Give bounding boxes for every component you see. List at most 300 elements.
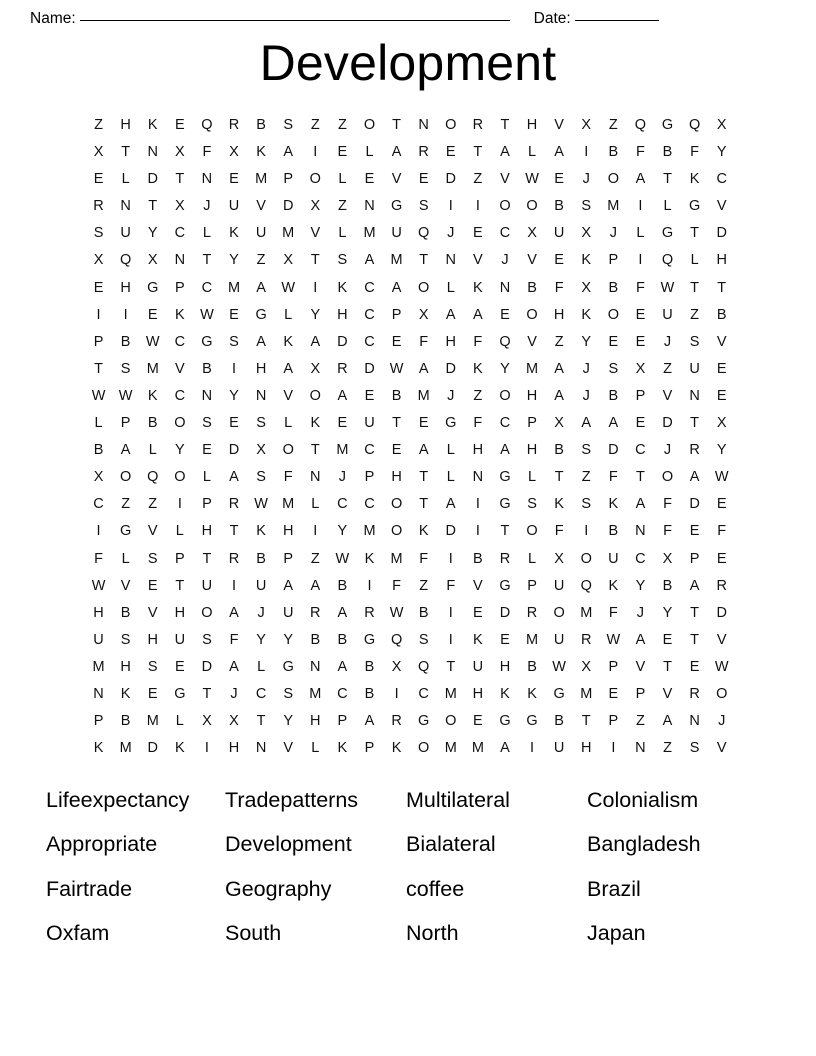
grid-cell[interactable]: E xyxy=(147,577,158,594)
grid-cell[interactable]: M xyxy=(146,360,159,377)
grid-cell[interactable]: I xyxy=(367,577,372,594)
grid-cell[interactable]: Y xyxy=(500,360,510,377)
grid-cell[interactable]: M xyxy=(92,658,105,675)
grid-cell[interactable]: T xyxy=(690,279,700,296)
grid-cell[interactable]: P xyxy=(635,387,646,404)
grid-cell[interactable]: B xyxy=(337,577,348,594)
grid-cell[interactable]: L xyxy=(121,171,130,188)
grid-cell[interactable]: F xyxy=(663,523,672,540)
grid-cell[interactable]: O xyxy=(120,469,132,486)
grid-cell[interactable]: X xyxy=(581,225,592,242)
grid-cell[interactable]: N xyxy=(174,252,186,269)
grid-cell[interactable]: O xyxy=(553,604,565,621)
grid-cell[interactable]: G xyxy=(661,225,674,242)
grid-cell[interactable]: C xyxy=(364,442,375,459)
grid-cell[interactable]: Q xyxy=(120,252,132,269)
grid-cell[interactable]: H xyxy=(391,469,402,486)
grid-cell[interactable]: M xyxy=(255,171,268,188)
grid-cell[interactable]: U xyxy=(255,225,267,242)
word-list-item[interactable]: Tradepatterns xyxy=(225,787,359,812)
grid-cell[interactable]: E xyxy=(635,306,646,323)
grid-cell[interactable]: M xyxy=(444,740,457,757)
grid-cell[interactable]: F xyxy=(608,604,618,621)
grid-cell[interactable]: P xyxy=(635,685,646,702)
grid-cell[interactable]: L xyxy=(202,469,211,486)
grid-cell[interactable]: W xyxy=(389,360,404,377)
grid-cell[interactable]: E xyxy=(554,252,564,269)
grid-cell[interactable]: G xyxy=(688,198,701,215)
grid-cell[interactable]: O xyxy=(607,171,619,188)
grid-cell[interactable]: Z xyxy=(121,496,131,513)
grid-cell[interactable]: G xyxy=(499,713,511,730)
grid-cell[interactable]: Y xyxy=(310,306,321,323)
grid-cell[interactable]: G xyxy=(499,496,511,513)
grid-cell[interactable]: B xyxy=(608,144,619,161)
grid-cell[interactable]: Q xyxy=(418,658,430,675)
grid-cell[interactable]: B xyxy=(120,604,131,621)
grid-cell[interactable]: E xyxy=(500,631,510,648)
grid-cell[interactable]: U xyxy=(93,631,104,648)
grid-cell[interactable]: N xyxy=(120,198,131,215)
grid-cell[interactable]: F xyxy=(554,279,564,296)
grid-cell[interactable]: M xyxy=(227,279,241,296)
grid-cell[interactable]: T xyxy=(175,577,185,594)
grid-cell[interactable]: G xyxy=(445,415,457,432)
grid-cell[interactable]: I xyxy=(638,252,643,269)
grid-cell[interactable]: B xyxy=(608,279,619,296)
grid-cell[interactable]: K xyxy=(500,685,510,702)
grid-cell[interactable]: T xyxy=(690,225,700,242)
grid-cell[interactable]: H xyxy=(201,523,213,540)
grid-cell[interactable]: O xyxy=(445,117,457,133)
grid-cell[interactable]: E xyxy=(716,360,727,377)
grid-cell[interactable]: T xyxy=(500,523,510,540)
grid-cell[interactable]: S xyxy=(689,740,700,757)
grid-cell[interactable]: L xyxy=(284,415,293,432)
grid-cell[interactable]: E xyxy=(174,117,185,133)
grid-cell[interactable]: H xyxy=(174,604,186,621)
grid-cell[interactable]: I xyxy=(475,496,480,513)
grid-cell[interactable]: B xyxy=(391,387,402,404)
word-list-item[interactable]: Bangladesh xyxy=(587,832,701,857)
grid-cell[interactable]: W xyxy=(714,469,729,486)
grid-cell[interactable]: V xyxy=(391,171,402,188)
grid-cell[interactable]: I xyxy=(313,144,318,161)
grid-cell[interactable]: B xyxy=(716,306,727,323)
grid-cell[interactable]: U xyxy=(391,225,402,242)
grid-cell[interactable]: V xyxy=(527,252,537,269)
grid-cell[interactable]: A xyxy=(689,577,700,594)
grid-cell[interactable]: U xyxy=(120,225,131,242)
grid-cell[interactable]: H xyxy=(120,117,131,133)
grid-cell[interactable]: N xyxy=(364,198,375,215)
grid-cell[interactable]: M xyxy=(336,442,349,459)
grid-cell[interactable]: S xyxy=(283,117,294,133)
grid-cell[interactable]: L xyxy=(636,225,645,242)
grid-cell[interactable]: V xyxy=(662,685,673,702)
grid-cell[interactable]: B xyxy=(202,360,212,377)
grid-cell[interactable]: U xyxy=(228,198,240,215)
grid-cell[interactable]: S xyxy=(689,333,700,350)
grid-cell[interactable]: G xyxy=(255,306,267,323)
grid-cell[interactable]: P xyxy=(608,713,619,730)
grid-cell[interactable]: T xyxy=(690,604,700,621)
grid-cell[interactable]: M xyxy=(282,225,295,242)
grid-cell[interactable]: K xyxy=(256,144,266,161)
grid-cell[interactable]: Q xyxy=(688,117,701,133)
grid-cell[interactable]: D xyxy=(147,171,158,188)
grid-cell[interactable]: U xyxy=(553,740,565,757)
grid-cell[interactable]: U xyxy=(282,604,294,621)
grid-cell[interactable]: H xyxy=(120,658,131,675)
grid-cell[interactable]: A xyxy=(418,442,429,459)
grid-cell[interactable]: A xyxy=(337,387,348,404)
grid-cell[interactable]: O xyxy=(661,469,674,486)
grid-cell[interactable]: W xyxy=(91,387,106,404)
grid-cell[interactable]: H xyxy=(310,713,321,730)
grid-cell[interactable]: U xyxy=(364,415,375,432)
grid-cell[interactable]: Q xyxy=(147,469,159,486)
grid-cell[interactable]: E xyxy=(418,171,429,188)
grid-cell[interactable]: F xyxy=(419,333,429,350)
grid-cell[interactable]: S xyxy=(418,631,429,648)
grid-cell[interactable]: J xyxy=(257,604,265,621)
grid-cell[interactable]: P xyxy=(93,713,104,730)
grid-cell[interactable]: Q xyxy=(634,117,647,133)
grid-cell[interactable]: E xyxy=(229,306,239,323)
grid-cell[interactable]: A xyxy=(310,577,321,594)
grid-cell[interactable]: S xyxy=(93,225,104,242)
grid-cell[interactable]: A xyxy=(445,306,456,323)
grid-cell[interactable]: P xyxy=(174,550,185,567)
grid-cell[interactable]: R xyxy=(580,631,592,648)
grid-cell[interactable]: C xyxy=(364,279,375,296)
grid-cell[interactable]: P xyxy=(283,171,294,188)
grid-cell[interactable]: N xyxy=(689,387,700,404)
grid-cell[interactable]: Q xyxy=(661,252,674,269)
grid-cell[interactable]: S xyxy=(147,658,158,675)
grid-cell[interactable]: B xyxy=(527,658,537,675)
grid-cell[interactable]: P xyxy=(689,550,700,567)
grid-cell[interactable]: A xyxy=(445,496,456,513)
grid-cell[interactable]: K xyxy=(527,685,537,702)
grid-cell[interactable]: G xyxy=(661,117,674,133)
grid-cell[interactable]: G xyxy=(499,469,511,486)
grid-cell[interactable]: X xyxy=(418,306,429,323)
grid-cell[interactable]: X xyxy=(554,415,564,432)
grid-cell[interactable]: U xyxy=(553,577,565,594)
grid-cell[interactable]: K xyxy=(229,225,239,242)
grid-cell[interactable]: V xyxy=(147,604,158,621)
grid-cell[interactable]: I xyxy=(394,685,399,702)
grid-cell[interactable]: O xyxy=(580,550,592,567)
word-list-item[interactable]: coffee xyxy=(406,876,465,901)
grid-cell[interactable]: S xyxy=(202,415,212,432)
grid-cell[interactable]: V xyxy=(120,577,131,594)
grid-cell[interactable]: V xyxy=(174,360,185,377)
grid-cell[interactable]: K xyxy=(581,252,592,269)
grid-cell[interactable]: K xyxy=(174,306,185,323)
grid-cell[interactable]: O xyxy=(526,198,538,215)
grid-cell[interactable]: S xyxy=(120,631,131,648)
grid-cell[interactable]: T xyxy=(717,279,727,296)
grid-cell[interactable]: K xyxy=(473,631,483,648)
grid-cell[interactable]: H xyxy=(553,306,565,323)
grid-cell[interactable]: S xyxy=(337,252,348,269)
grid-cell[interactable]: F xyxy=(690,144,700,161)
grid-cell[interactable]: B xyxy=(337,631,348,648)
grid-cell[interactable]: Y xyxy=(635,577,646,594)
grid-cell[interactable]: Y xyxy=(256,631,266,648)
grid-cell[interactable]: F xyxy=(717,523,727,540)
grid-cell[interactable]: Q xyxy=(390,631,403,648)
grid-cell[interactable]: E xyxy=(93,171,104,188)
grid-cell[interactable]: H xyxy=(93,604,104,621)
grid-cell[interactable]: L xyxy=(148,442,157,459)
grid-cell[interactable]: I xyxy=(232,577,237,594)
grid-cell[interactable]: G xyxy=(282,658,294,675)
grid-cell[interactable]: D xyxy=(716,604,727,621)
grid-cell[interactable]: B xyxy=(554,713,564,730)
grid-cell[interactable]: D xyxy=(445,523,456,540)
grid-cell[interactable]: C xyxy=(499,415,511,432)
grid-cell[interactable]: R xyxy=(716,577,727,594)
grid-cell[interactable]: G xyxy=(553,685,565,702)
grid-cell[interactable]: O xyxy=(418,279,430,296)
grid-cell[interactable]: U xyxy=(608,550,619,567)
grid-cell[interactable]: H xyxy=(526,442,538,459)
grid-cell[interactable]: D xyxy=(282,198,294,215)
grid-cell[interactable]: T xyxy=(419,469,429,486)
grid-cell[interactable]: T xyxy=(310,442,320,459)
grid-cell[interactable]: D xyxy=(364,360,375,377)
grid-cell[interactable]: V xyxy=(716,333,727,350)
grid-cell[interactable]: V xyxy=(473,252,483,269)
grid-cell[interactable]: G xyxy=(174,685,186,702)
grid-cell[interactable]: V xyxy=(716,740,727,757)
grid-cell[interactable]: E xyxy=(364,171,375,188)
grid-cell[interactable]: V xyxy=(716,198,727,215)
grid-cell[interactable]: S xyxy=(581,496,592,513)
grid-cell[interactable]: N xyxy=(201,387,213,404)
grid-cell[interactable]: K xyxy=(337,740,348,757)
grid-cell[interactable]: P xyxy=(283,550,294,567)
grid-cell[interactable]: B xyxy=(473,550,483,567)
grid-cell[interactable]: E xyxy=(473,604,483,621)
grid-cell[interactable]: C xyxy=(364,306,375,323)
grid-cell[interactable]: I xyxy=(448,198,453,215)
grid-cell[interactable]: S xyxy=(256,415,266,432)
grid-cell[interactable]: F xyxy=(446,577,456,594)
grid-cell[interactable]: F xyxy=(419,550,429,567)
grid-cell[interactable]: C xyxy=(201,279,213,296)
grid-cell[interactable]: T xyxy=(690,415,700,432)
name-write-line[interactable] xyxy=(80,20,510,21)
grid-cell[interactable]: U xyxy=(174,631,186,648)
grid-cell[interactable]: C xyxy=(635,550,646,567)
grid-cell[interactable]: A xyxy=(229,604,239,621)
grid-cell[interactable]: P xyxy=(120,415,131,432)
grid-cell[interactable]: I xyxy=(475,198,480,215)
grid-cell[interactable]: X xyxy=(635,360,646,377)
grid-cell[interactable]: A xyxy=(581,415,592,432)
grid-cell[interactable]: F xyxy=(202,144,212,161)
grid-cell[interactable]: X xyxy=(581,279,592,296)
grid-cell[interactable]: X xyxy=(527,225,537,242)
grid-cell[interactable]: N xyxy=(201,171,213,188)
grid-cell[interactable]: Z xyxy=(554,333,564,350)
grid-cell[interactable]: C xyxy=(364,496,375,513)
word-list-item[interactable]: Lifeexpectancy xyxy=(46,787,190,812)
grid-cell[interactable]: R xyxy=(472,117,484,133)
grid-cell[interactable]: A xyxy=(662,713,673,730)
grid-cell[interactable]: H xyxy=(472,442,484,459)
grid-cell[interactable]: E xyxy=(500,306,510,323)
grid-cell[interactable]: N xyxy=(418,117,429,133)
grid-cell[interactable]: Z xyxy=(310,117,320,133)
word-list-item[interactable]: Oxfam xyxy=(46,921,110,946)
grid-cell[interactable]: H xyxy=(580,740,592,757)
grid-cell[interactable]: I xyxy=(530,740,535,757)
grid-cell[interactable]: M xyxy=(580,685,593,702)
grid-cell[interactable]: V xyxy=(283,740,294,757)
grid-cell[interactable]: T xyxy=(392,117,401,133)
grid-cell[interactable]: G xyxy=(363,631,376,648)
grid-cell[interactable]: C xyxy=(635,442,646,459)
grid-cell[interactable]: X xyxy=(229,713,239,730)
grid-cell[interactable]: X xyxy=(174,198,185,215)
grid-cell[interactable]: A xyxy=(635,496,646,513)
grid-cell[interactable]: N xyxy=(472,469,484,486)
grid-cell[interactable]: W xyxy=(714,658,729,675)
grid-cell[interactable]: X xyxy=(716,117,727,133)
grid-cell[interactable]: P xyxy=(337,713,348,730)
grid-cell[interactable]: J xyxy=(230,685,238,702)
grid-cell[interactable]: K xyxy=(256,523,266,540)
grid-cell[interactable]: Y xyxy=(337,523,348,540)
grid-cell[interactable]: L xyxy=(175,523,184,540)
grid-cell[interactable]: A xyxy=(554,144,564,161)
grid-cell[interactable]: B xyxy=(418,604,429,621)
grid-cell[interactable]: F xyxy=(392,577,401,594)
grid-cell[interactable]: T xyxy=(202,685,212,702)
grid-cell[interactable]: I xyxy=(313,279,318,296)
grid-cell[interactable]: N xyxy=(499,279,511,296)
grid-cell[interactable]: O xyxy=(716,685,728,702)
grid-cell[interactable]: T xyxy=(473,144,483,161)
grid-cell[interactable]: I xyxy=(611,740,616,757)
grid-cell[interactable]: V xyxy=(716,631,727,648)
grid-cell[interactable]: Z xyxy=(256,252,266,269)
grid-cell[interactable]: D xyxy=(228,442,240,459)
grid-cell[interactable]: A xyxy=(337,604,348,621)
grid-cell[interactable]: X xyxy=(716,415,727,432)
grid-cell[interactable]: T xyxy=(635,469,645,486)
grid-cell[interactable]: M xyxy=(607,198,620,215)
grid-cell[interactable]: T xyxy=(229,523,239,540)
grid-cell[interactable]: C xyxy=(364,333,375,350)
grid-cell[interactable]: Y xyxy=(283,631,294,648)
grid-cell[interactable]: I xyxy=(584,523,589,540)
grid-cell[interactable]: T xyxy=(256,713,266,730)
grid-cell[interactable]: A xyxy=(364,713,375,730)
grid-cell[interactable]: C xyxy=(174,333,186,350)
word-list-item[interactable]: Brazil xyxy=(587,876,641,901)
grid-cell[interactable]: C xyxy=(716,171,727,188)
grid-cell[interactable]: J xyxy=(663,333,672,350)
grid-cell[interactable]: D xyxy=(147,740,158,757)
grid-cell[interactable]: O xyxy=(174,415,186,432)
grid-cell[interactable]: P xyxy=(527,577,537,594)
grid-cell[interactable]: S xyxy=(256,469,266,486)
grid-cell[interactable]: Q xyxy=(580,577,592,594)
grid-cell[interactable]: E xyxy=(608,333,619,350)
grid-cell[interactable]: R xyxy=(499,550,511,567)
grid-cell[interactable]: B xyxy=(554,442,564,459)
grid-cell[interactable]: M xyxy=(363,523,376,540)
grid-cell[interactable]: A xyxy=(229,658,239,675)
grid-cell[interactable]: E xyxy=(93,279,104,296)
grid-cell[interactable]: T xyxy=(202,252,212,269)
grid-cell[interactable]: J xyxy=(203,198,211,215)
grid-cell[interactable]: V xyxy=(635,658,646,675)
grid-cell[interactable]: I xyxy=(96,523,101,540)
grid-cell[interactable]: L xyxy=(446,279,455,296)
grid-cell[interactable]: B xyxy=(662,577,673,594)
grid-cell[interactable]: Y xyxy=(147,225,158,242)
grid-cell[interactable]: I xyxy=(448,604,453,621)
grid-cell[interactable]: X xyxy=(93,252,104,269)
grid-cell[interactable]: Y xyxy=(283,713,294,730)
grid-cell[interactable]: V xyxy=(473,577,483,594)
word-list-item[interactable]: Fairtrade xyxy=(46,876,133,901)
grid-cell[interactable]: D xyxy=(499,604,511,621)
grid-cell[interactable]: R xyxy=(337,360,348,377)
grid-cell[interactable]: V xyxy=(662,387,673,404)
grid-cell[interactable]: Y xyxy=(229,387,239,404)
grid-cell[interactable]: I xyxy=(177,496,182,513)
grid-cell[interactable]: J xyxy=(718,713,726,730)
grid-cell[interactable]: P xyxy=(527,415,537,432)
grid-cell[interactable]: X xyxy=(662,550,673,567)
grid-cell[interactable]: X xyxy=(93,144,104,161)
grid-cell[interactable]: A xyxy=(554,360,564,377)
grid-cell[interactable]: A xyxy=(120,442,131,459)
grid-cell[interactable]: Z xyxy=(337,117,347,133)
grid-cell[interactable]: Z xyxy=(473,387,483,404)
grid-cell[interactable]: A xyxy=(391,279,402,296)
grid-cell[interactable]: A xyxy=(635,171,646,188)
grid-cell[interactable]: B xyxy=(608,523,619,540)
grid-cell[interactable]: O xyxy=(607,306,619,323)
grid-cell[interactable]: A xyxy=(256,333,266,350)
grid-cell[interactable]: L xyxy=(446,469,455,486)
grid-cell[interactable]: K xyxy=(120,685,131,702)
grid-cell[interactable]: J xyxy=(582,387,590,404)
grid-cell[interactable]: J xyxy=(663,442,672,459)
grid-cell[interactable]: V xyxy=(147,523,158,540)
grid-cell[interactable]: V xyxy=(310,225,321,242)
grid-cell[interactable]: S xyxy=(527,496,537,513)
grid-cell[interactable]: T xyxy=(94,360,103,377)
grid-cell[interactable]: W xyxy=(281,279,296,296)
grid-cell[interactable]: A xyxy=(229,469,239,486)
grid-cell[interactable]: C xyxy=(93,496,104,513)
grid-cell[interactable]: N xyxy=(255,740,267,757)
grid-cell[interactable]: T xyxy=(419,496,429,513)
grid-cell[interactable]: E xyxy=(473,225,483,242)
grid-cell[interactable]: L xyxy=(338,225,347,242)
